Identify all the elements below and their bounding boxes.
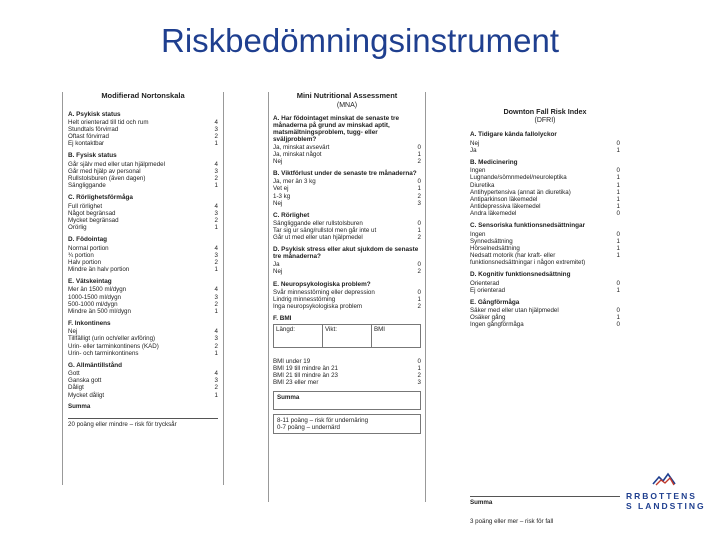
dfri-item-row: [470, 182, 620, 189]
dfri-section-heading: C. Sensoriska funktionsnedsättningar: [470, 222, 586, 230]
dfri-item-score: 1: [616, 181, 620, 189]
norton-item-label: 500-1000 ml/dygn: [68, 300, 118, 308]
dfri-item-row: [470, 287, 620, 294]
norton-item-score: 1: [214, 349, 218, 357]
mna-item-row: [273, 227, 421, 234]
norton-item-score: 4: [214, 286, 218, 294]
norton-item-label: Sängliggande: [68, 182, 106, 190]
mna-item-score: 0: [417, 261, 421, 269]
norton-item-score: 3: [214, 377, 218, 385]
norton-item-label: Helt orienterad till tid och rum: [68, 118, 149, 126]
norton-item-label: Halv portion: [68, 258, 102, 266]
mna-item-score: 2: [417, 192, 421, 200]
norton-section-heading: E. Vätskeintag: [68, 278, 112, 286]
norton-section: [68, 362, 218, 399]
dfri-item-label: Diuretika: [470, 181, 495, 189]
norton-item-label: Mindre än halv portion: [68, 265, 130, 273]
norton-item-score: 3: [214, 335, 218, 343]
norton-item-score: 1: [214, 140, 218, 148]
norton-section: [68, 194, 218, 231]
dfri-item-score: 0: [616, 321, 620, 329]
dfri-item-row: [470, 196, 620, 203]
norton-item-row: [68, 377, 218, 384]
norton-item-row: [68, 224, 218, 231]
bmi-value-cell: BMI: [374, 326, 386, 334]
mna-section: [273, 115, 421, 166]
mna-subtitle: (MNA): [336, 101, 358, 109]
dfri-item-row: [470, 231, 620, 238]
mna-item-row: [273, 261, 421, 268]
mna-item-score: 0: [417, 178, 421, 186]
dfri-item-row: [470, 210, 620, 217]
mna-section-heading: E. Neuropsykologiska problem?: [273, 280, 371, 288]
mna-summa-box: [273, 391, 421, 410]
norton-sections: [68, 111, 218, 399]
norton-item-row: [68, 168, 218, 175]
dfri-item-row: [470, 174, 620, 181]
dfri-item-row: [470, 245, 620, 252]
mna-bmi-score: 0: [417, 358, 421, 366]
mna-item-row: [273, 158, 421, 165]
dfri-item-label: Synnedsättning: [470, 237, 513, 245]
norton-section-heading: F. Inkontinens: [68, 319, 111, 327]
norton-item-score: 2: [214, 175, 218, 183]
norton-section: [68, 152, 218, 189]
mna-item-label: 1-3 kg: [273, 192, 291, 200]
dfri-item-label: Antiparkinson läkemedel: [470, 195, 538, 203]
norton-scale-form: [62, 92, 224, 485]
dfri-item-score: 1: [616, 202, 620, 210]
dfri-summa: Summa: [470, 496, 620, 506]
dfri-item-score: 0: [616, 279, 620, 287]
dfri-item-score: 1: [616, 174, 620, 182]
dfri-section: [470, 222, 620, 266]
dfri-item-label: Osäker gång: [470, 314, 506, 322]
dfri-item-label: Nedsatt motorik (har kraft- eller funktionsnedsättningar i någon extremitet): [470, 251, 586, 267]
logo-line-1: RRBOTTENS: [626, 491, 697, 501]
dfri-item-row: [470, 280, 620, 287]
mna-item-score: 2: [417, 158, 421, 166]
mna-bmi-label: BMI 19 till mindre än 21: [273, 365, 338, 373]
dfri-item-score: 1: [616, 188, 620, 196]
norton-item-score: 1: [214, 265, 218, 273]
mna-item-row: [273, 303, 421, 310]
dfri-item-label: Nej: [470, 139, 480, 147]
norton-item-label: Går själv med eller utan hjälpmedel: [68, 160, 165, 168]
dfri-section: [470, 299, 620, 329]
dfri-item-score: 1: [616, 244, 620, 252]
mna-item-score: 1: [417, 226, 421, 234]
dfri-item-row: [470, 238, 620, 245]
mna-bmi-label: BMI under 19: [273, 358, 311, 366]
dfri-item-label: Hörselnedsättning: [470, 244, 520, 252]
dfri-sections: [470, 131, 620, 328]
mna-item-row: [273, 268, 421, 275]
bmi-weight-cell: Vikt:: [323, 325, 372, 347]
dfri-item-row: [470, 189, 620, 196]
mna-item-label: Lindrig minnesstörning: [273, 295, 336, 303]
norton-item-row: [68, 161, 218, 168]
dfri-item-label: Lugnande/sömnmedel/neuroleptika: [470, 174, 567, 182]
mna-section-heading: B. Viktförlust under de senaste tre månaderna?: [273, 170, 417, 178]
dfri-section-heading: D. Kognitiv funktionsnedsättning: [470, 271, 571, 279]
norton-item-score: 2: [214, 133, 218, 141]
mna-item-label: Svår minnesstörning eller depression: [273, 288, 375, 296]
dfri-note: 3 poäng eller mer – risk för fall: [470, 518, 554, 525]
norton-item-row: [68, 210, 218, 217]
mna-item-label: Går ut med eller utan hjälpmedel: [273, 234, 363, 242]
norton-item-row: [68, 203, 218, 210]
norton-item-row: [68, 343, 218, 350]
mna-notes-box: [273, 414, 421, 434]
dfri-item-score: 0: [616, 167, 620, 175]
dfri-item-score: 1: [616, 195, 620, 203]
norton-item-row: [68, 370, 218, 377]
dfri-item-label: Andra läkemedel: [470, 210, 517, 218]
norton-item-label: Något begränsad: [68, 209, 116, 217]
slide-title: Riskbedömningsinstrument: [160, 22, 559, 59]
norton-item-label: ¾ portion: [68, 251, 94, 259]
mna-item-row: [273, 234, 421, 241]
dfri-item-score: 0: [616, 307, 620, 315]
mna-bmi-label: BMI 23 eller mer: [273, 379, 319, 387]
mna-item-label: Nej: [273, 199, 283, 207]
dfri-item-row: [470, 307, 620, 314]
mna-bmi-label: BMI 21 till mindre än 23: [273, 372, 338, 380]
mna-item-score: 1: [417, 150, 421, 158]
dfri-item-score: 1: [616, 237, 620, 245]
norton-section-heading: D. Födointag: [68, 236, 108, 244]
norton-item-score: 4: [214, 202, 218, 210]
norton-item-row: [68, 266, 218, 273]
dfri-item-label: Ja: [470, 146, 477, 154]
mna-item-row: [273, 296, 421, 303]
norton-item-row: [68, 217, 218, 224]
mna-bmi-section: [273, 315, 421, 387]
mna-section-heading: C. Rörlighet: [273, 211, 310, 219]
dfri-item-score: 1: [616, 146, 620, 154]
norton-item-score: 2: [214, 342, 218, 350]
dfri-item-row: [470, 167, 620, 174]
mna-item-label: Ja, minskat avsevärt: [273, 143, 330, 151]
dfri-section: [470, 271, 620, 294]
norton-item-score: 3: [214, 293, 218, 301]
mna-note: 8-11 poäng – risk för undernäring: [277, 416, 369, 424]
norton-section-heading: G. Allmäntillstånd: [68, 361, 123, 369]
norton-item-row: [68, 335, 218, 342]
norton-item-label: Ganska gott: [68, 377, 102, 385]
mna-item-score: 0: [417, 288, 421, 296]
dfri-section: [470, 131, 620, 154]
mna-item-label: Tar sig ur säng/rullstol men går inte ut: [273, 226, 377, 234]
mna-item-row: [273, 151, 421, 158]
norton-item-score: 4: [214, 328, 218, 336]
norton-summa: Summa: [68, 402, 91, 410]
dfri-form: [470, 108, 620, 329]
mna-item-score: 1: [417, 295, 421, 303]
norton-item-score: 1: [214, 224, 218, 232]
norton-item-label: Dåligt: [68, 384, 84, 392]
mna-item-row: [273, 178, 421, 185]
norton-item-label: Går med hjälp av personal: [68, 167, 141, 175]
norton-item-row: [68, 140, 218, 147]
norton-item-score: 4: [214, 118, 218, 126]
mna-item-score: 3: [417, 199, 421, 207]
dfri-item-score: 0: [616, 230, 620, 238]
dfri-item-score: 1: [616, 314, 620, 322]
mna-note: 0-7 poäng – undernärd: [277, 423, 340, 431]
dfri-item-label: Ej orienterad: [470, 286, 506, 294]
norton-item-row: [68, 119, 218, 126]
norton-item-label: Full rörlighet: [68, 202, 103, 210]
dfri-summa-block: [470, 496, 620, 525]
norton-item-label: Tillfälligt (urin och/eller avföring): [68, 335, 156, 343]
dfri-item-score: 1: [616, 251, 620, 259]
norton-item-score: 1: [214, 307, 218, 315]
norton-section-heading: B. Fysisk status: [68, 152, 117, 160]
norton-item-row: [68, 286, 218, 293]
mna-form: [268, 92, 426, 502]
norton-item-label: Mer än 1500 ml/dygn: [68, 286, 127, 294]
dfri-item-label: Ingen gångförmåga: [470, 321, 524, 329]
dfri-section-heading: E. Gångförmåga: [470, 298, 520, 306]
norton-item-row: [68, 182, 218, 189]
norton-item-row: [68, 392, 218, 399]
dfri-item-row: [470, 147, 620, 154]
norton-item-label: Urin- eller tarminkontinens (KAD): [68, 342, 159, 350]
dfri-item-row: [470, 314, 620, 321]
mna-bmi-items: [273, 358, 421, 387]
mna-item-label: Ja: [273, 261, 280, 269]
norton-item-label: Mycket begränsad: [68, 216, 119, 224]
dfri-item-score: 0: [616, 139, 620, 147]
norton-item-row: [68, 384, 218, 391]
mna-sections: [273, 115, 421, 310]
mna-item-score: 2: [417, 302, 421, 310]
dfri-section-heading: A. Tidigare kända fallolyckor: [470, 131, 557, 139]
dfri-item-label: Antihypertensiva (annat än diuretika): [470, 188, 571, 196]
norton-item-row: [68, 175, 218, 182]
dfri-subtitle: (DFRI): [534, 117, 556, 125]
mna-bmi-heading: F. BMI: [273, 314, 292, 322]
norton-item-row: [68, 308, 218, 315]
mna-bmi-score: 3: [417, 379, 421, 387]
mna-item-score: 0: [417, 143, 421, 151]
dfri-section: [470, 159, 620, 217]
mna-bmi-score: 2: [417, 372, 421, 380]
norton-item-score: 2: [214, 300, 218, 308]
norton-item-score: 4: [214, 160, 218, 168]
mna-item-label: Ja, minskat något: [273, 150, 322, 158]
norton-item-score: 3: [214, 126, 218, 134]
norton-item-label: Oftast förvirrad: [68, 133, 109, 141]
norton-section-heading: A. Psykisk status: [68, 110, 121, 118]
logo-line-2: S LANDSTING: [626, 500, 706, 511]
norton-item-row: [68, 126, 218, 133]
norton-item-score: 4: [214, 244, 218, 252]
norton-item-score: 4: [214, 370, 218, 378]
norton-item-score: 1: [214, 182, 218, 190]
mna-item-score: 2: [417, 234, 421, 242]
mna-item-row: [273, 144, 421, 151]
norton-item-row: [68, 245, 218, 252]
mna-bmi-row: [273, 379, 421, 386]
norton-item-row: [68, 259, 218, 266]
norton-item-label: Mycket dåligt: [68, 391, 105, 399]
norton-item-score: 3: [214, 209, 218, 217]
norton-item-score: 1: [214, 391, 218, 399]
dfri-item-row: [470, 252, 620, 266]
norton-item-score: 2: [214, 258, 218, 266]
mna-item-score: 1: [417, 185, 421, 193]
mna-summa: Summa: [277, 393, 300, 401]
norton-item-label: Ej kontaktbar: [68, 140, 105, 148]
dfri-title: Downton Fall Risk Index: [503, 107, 587, 116]
dfri-item-score: 0: [616, 210, 620, 218]
norton-note: 20 poäng eller mindre – risk för trycksår: [68, 418, 218, 428]
mna-item-score: 0: [417, 219, 421, 227]
mna-item-label: Vet ej: [273, 185, 289, 193]
dfri-item-label: Antidepressiva läkemedel: [470, 202, 541, 210]
mna-item-label: Inga neuropsykologiska problem: [273, 302, 363, 310]
mna-item-row: [273, 193, 421, 200]
mna-bmi-box: [273, 324, 421, 348]
norton-item-label: Gott: [68, 370, 80, 378]
norton-item-row: [68, 133, 218, 140]
norton-item-row: [68, 328, 218, 335]
dfri-item-label: Orienterad: [470, 279, 500, 287]
dfri-section-heading: B. Medicinering: [470, 158, 518, 166]
dfri-item-label: Ingen: [470, 230, 486, 238]
norton-item-label: Nej: [68, 328, 78, 336]
mna-title: Mini Nutritional Assessment: [296, 91, 398, 100]
norton-item-label: Orörlig: [68, 224, 87, 232]
norton-item-label: 1000-1500 ml/dygn: [68, 293, 121, 301]
dfri-item-row: [470, 321, 620, 328]
mna-section: [273, 281, 421, 310]
norton-title: Modifierad Nortonskala: [101, 91, 185, 100]
dfri-item-score: 1: [616, 286, 620, 294]
norton-item-score: 3: [214, 251, 218, 259]
norton-section-heading: C. Rörlighetsförmåga: [68, 194, 133, 202]
norton-item-label: Normal portion: [68, 244, 109, 252]
norton-item-row: [68, 301, 218, 308]
dfri-item-label: Ingen: [470, 167, 486, 175]
norton-item-label: Urin- och tarminkontinens: [68, 349, 139, 357]
mna-bmi-score: 1: [417, 365, 421, 373]
norton-item-label: Stundtals förvirrad: [68, 126, 119, 134]
norton-item-row: [68, 252, 218, 259]
norton-item-score: 3: [214, 167, 218, 175]
dfri-item-row: [470, 203, 620, 210]
mna-item-row: [273, 200, 421, 207]
norton-item-score: 2: [214, 384, 218, 392]
norton-item-label: Rullstolsburen (även dagen): [68, 175, 146, 183]
mna-bmi-row: [273, 365, 421, 372]
mna-bmi-row: [273, 372, 421, 379]
bmi-length-cell: Längd:: [274, 325, 323, 347]
mna-section: [273, 212, 421, 241]
mna-section-heading: A. Har födointaget minskat de senaste tre månaderna på grund av minskad aptit, matsmältningsproblem, tugg- eller sväljproblem?: [273, 114, 400, 143]
mna-item-row: [273, 220, 421, 227]
mna-section: [273, 246, 421, 275]
mna-section-heading: D. Psykisk stress eller akut sjukdom de senaste tre månaderna?: [273, 246, 419, 261]
mna-bmi-row: [273, 358, 421, 365]
norton-section: [68, 278, 218, 315]
logo-mountain-icon: [652, 472, 676, 486]
mna-item-row: [273, 185, 421, 192]
dfri-item-label: Säker med eller utan hjälpmedel: [470, 307, 559, 315]
norton-item-row: [68, 294, 218, 301]
norton-section: [68, 320, 218, 357]
mna-item-label: Nej: [273, 158, 283, 166]
region-logo: [626, 472, 718, 522]
mna-item-label: Nej: [273, 268, 283, 276]
norton-item-label: Mindre än 500 ml/dygn: [68, 307, 131, 315]
norton-item-row: [68, 350, 218, 357]
mna-section: [273, 170, 421, 207]
dfri-item-row: [470, 140, 620, 147]
mna-item-label: Ja, mer än 3 kg: [273, 178, 316, 186]
mna-item-label: Sängliggande eller rullstolsburen: [273, 219, 363, 227]
norton-item-score: 2: [214, 216, 218, 224]
mna-item-score: 2: [417, 268, 421, 276]
mna-item-row: [273, 289, 421, 296]
norton-section: [68, 111, 218, 148]
norton-section: [68, 236, 218, 273]
